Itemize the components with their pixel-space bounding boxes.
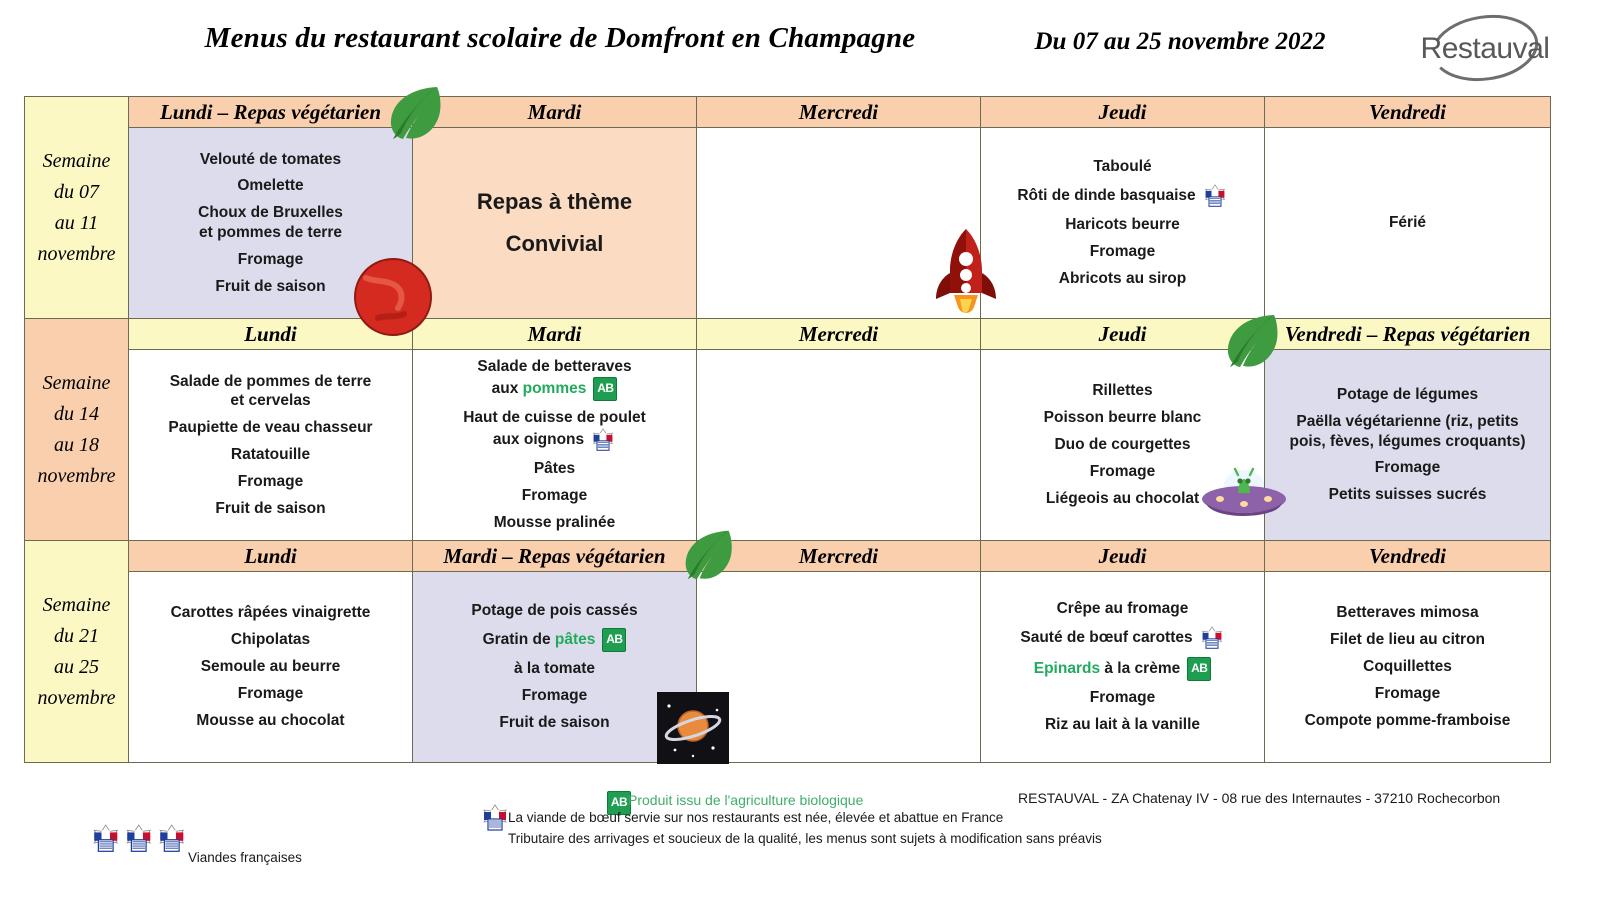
menu-cell-mercredi: [697, 350, 981, 541]
menu-dish: Semoule au beurre: [200, 658, 341, 676]
ab-bio-icon: [1187, 657, 1211, 681]
menu-dish: Mousse pralinée: [493, 513, 616, 531]
menu-dish: Paupiette de veau chasseur: [168, 419, 373, 437]
menu-dish: Potage de pois cassés: [471, 602, 638, 620]
menu-dish: Chipolatas: [230, 631, 311, 649]
menu-dish: Rillettes: [1092, 382, 1153, 400]
menu-dish: Compote pomme-framboise: [1304, 711, 1511, 729]
menu-dish: Omelette: [237, 177, 304, 195]
menu-dish: Crêpe au fromage: [1056, 600, 1189, 618]
week-label-line: Semaine: [42, 371, 111, 394]
menu-dish: Rôti de dinde basquaise: [981, 184, 1264, 208]
week-label-line: au 25: [54, 655, 99, 678]
menu-dish: Petits suisses sucrés: [1328, 486, 1487, 504]
week-header-row: [25, 319, 1551, 350]
menu-dish: Fruit de saison: [215, 277, 326, 295]
viande-francaise-icon: [1199, 626, 1225, 650]
menu-dish: Riz au lait à la vanille: [1044, 715, 1201, 733]
menu-sheet: [24, 96, 1544, 763]
menu-dish: Epinards à la crèmeAB: [981, 657, 1264, 681]
day-header-lundi: Lundi: [129, 319, 413, 350]
day-header-lundi: Lundi: [129, 541, 413, 572]
week-label-line: Semaine: [42, 593, 111, 616]
restauval-logo-text: Restauval: [1420, 32, 1550, 65]
week-header-row: [25, 97, 1551, 128]
menu-cell-lundi: [129, 350, 413, 541]
day-header-vendredi: Vendredi: [1265, 97, 1551, 128]
day-header-vendredi: Vendredi – Repas végétarien: [1265, 319, 1551, 350]
menu-dish: Haut de cuisse de poulet aux oignons: [413, 408, 696, 452]
menu-dish: Fromage: [521, 486, 588, 504]
week-label-line: novembre: [37, 686, 116, 709]
menu-dish: Fromage: [1374, 459, 1441, 477]
menu-table: [24, 96, 1551, 763]
menu-cell-vendredi: [1265, 350, 1551, 541]
day-header-vendredi: Vendredi: [1265, 541, 1551, 572]
menu-cell-lundi: [129, 128, 413, 319]
viande-francaise-icon: [1202, 184, 1228, 208]
menu-cell-lundi: [129, 572, 413, 763]
menu-cell-jeudi: [981, 128, 1265, 319]
week-label-line: au 18: [54, 433, 99, 456]
week-menu-row: [25, 350, 1551, 541]
menu-cell-mardi: [413, 350, 697, 541]
day-header-mercredi: Mercredi: [697, 97, 981, 128]
restauval-logo: [1390, 12, 1580, 84]
menu-dish: Mousse au chocolat: [196, 711, 345, 729]
week-menu-row: [25, 572, 1551, 763]
menu-dish: Fromage: [521, 687, 588, 704]
ab-bio-icon: [593, 377, 617, 401]
menu-dish: Convivial: [505, 231, 604, 256]
menu-dish: Ratatouille: [230, 446, 311, 463]
viande-francaise-icon: [90, 822, 200, 856]
week-label: [25, 97, 129, 319]
week-label-line: au 11: [54, 211, 99, 234]
day-header-lundi: Lundi – Repas végétarien: [129, 97, 413, 128]
viande-francaise-icon: [590, 428, 616, 452]
menu-dish: Haricots beurre: [1065, 216, 1180, 234]
menu-cell-mercredi: [697, 128, 981, 319]
french-meat-legend-label: Viandes françaises: [188, 850, 302, 865]
ab-bio-icon: [602, 628, 626, 652]
week-label: [25, 319, 129, 541]
french-meat-legend-group: [90, 822, 302, 865]
day-header-mercredi: Mercredi: [697, 319, 981, 350]
day-header-mercredi: Mercredi: [697, 541, 981, 572]
page-title: Menus du restaurant scolaire de Domfront en Champagne: [204, 22, 916, 54]
week-menu-row: [25, 128, 1551, 319]
menu-dish: Fromage: [237, 684, 304, 702]
bio-dish-text: pâtes: [554, 631, 596, 649]
menu-dish: Betteraves mimosa: [1336, 604, 1479, 622]
menu-cell-vendredi: [1265, 572, 1551, 763]
menu-cell-vendredi: [1265, 128, 1551, 319]
week-label-line: du 21: [54, 624, 99, 647]
menu-dish: Fromage: [237, 250, 304, 268]
menu-dish: Velouté de tomates: [199, 150, 342, 168]
menu-dish: Repas à thème: [476, 188, 633, 214]
company-address: RESTAUVAL - ZA Chatenay IV - 08 rue des Internautes - 37210 Rochecorbon: [1018, 790, 1501, 806]
bio-legend: Produit issu de l'agriculture biologique: [628, 792, 864, 808]
menu-cell-mercredi: [697, 572, 981, 763]
menu-dish: à la tomate: [514, 660, 595, 678]
menu-dish: Fromage: [237, 472, 304, 490]
menu-dish: Potage de légumes: [1336, 385, 1479, 403]
week-label-line: du 14: [54, 402, 99, 425]
menu-dish: Salade de betteraves aux pommesAB: [413, 357, 696, 401]
menu-cell-jeudi: [981, 572, 1265, 763]
menu-dish: Duo de courgettes: [1054, 436, 1191, 454]
menu-dish: Liégeois au chocolat: [1045, 489, 1200, 507]
day-header-mardi: Mardi – Repas végétarien: [413, 541, 697, 572]
day-header-mardi: Mardi: [413, 97, 697, 128]
menu-dish: Carottes râpées vinaigrette: [170, 604, 371, 622]
menu-dish: Fromage: [1089, 689, 1156, 707]
menu-dish: Abricots au sirop: [1058, 269, 1187, 287]
beef-legend: La viande de bœuf servie sur nos restaurants est née, élevée et abattue en France: [508, 810, 1004, 825]
bio-dish-text: pommes: [522, 380, 587, 398]
week-label: [25, 541, 129, 763]
menu-dish: Férié: [1388, 214, 1427, 232]
page-footer: [0, 782, 1600, 900]
menu-cell-mardi: [413, 572, 697, 763]
menu-dish: Sauté de bœuf carottes: [981, 626, 1264, 650]
menu-dish: Gratin de pâtesAB: [413, 628, 696, 652]
week-label-line: novembre: [37, 242, 116, 265]
day-header-mardi: Mardi: [413, 319, 697, 350]
day-header-jeudi: Jeudi: [981, 97, 1265, 128]
menu-dish: Choux de Bruxelles et pommes de terre: [198, 204, 343, 241]
menu-dish: Fruit de saison: [499, 713, 610, 731]
menu-disclaimer: Tributaire des arrivages et soucieux de la qualité, les menus sont sujets à modification sans préavis: [508, 831, 1102, 846]
menu-dish: Poisson beurre blanc: [1043, 409, 1202, 427]
menu-dish: Coquillettes: [1363, 658, 1452, 676]
menu-dish: Paëlla végétarienne (riz, petits pois, fèves, légumes croquants): [1289, 412, 1526, 450]
menu-dish: Fromage: [1374, 684, 1441, 702]
bio-dish-text: Epinards: [1033, 660, 1101, 678]
menu-dish: Salade de pommes de terre et cervelas: [169, 372, 372, 410]
menu-dish: Pâtes: [533, 460, 576, 478]
menu-cell-jeudi: [981, 350, 1265, 541]
period-label: Du 07 au 25 novembre 2022: [1034, 28, 1326, 55]
menu-dish: Taboulé: [1093, 158, 1152, 176]
week-label-line: Semaine: [42, 149, 111, 172]
day-header-jeudi: Jeudi: [981, 319, 1265, 350]
menu-dish: Fromage: [1089, 243, 1156, 260]
viande-francaise-icon: [480, 804, 510, 832]
page-header: [0, 0, 1600, 92]
menu-dish: Fromage: [1089, 462, 1156, 480]
day-header-jeudi: Jeudi: [981, 541, 1265, 572]
menu-dish: Fruit de saison: [215, 499, 326, 517]
menu-dish: Filet de lieu au citron: [1329, 631, 1486, 649]
week-label-line: novembre: [37, 464, 116, 487]
week-header-row: [25, 541, 1551, 572]
week-label-line: du 07: [54, 180, 99, 203]
menu-cell-mardi: [413, 128, 697, 319]
